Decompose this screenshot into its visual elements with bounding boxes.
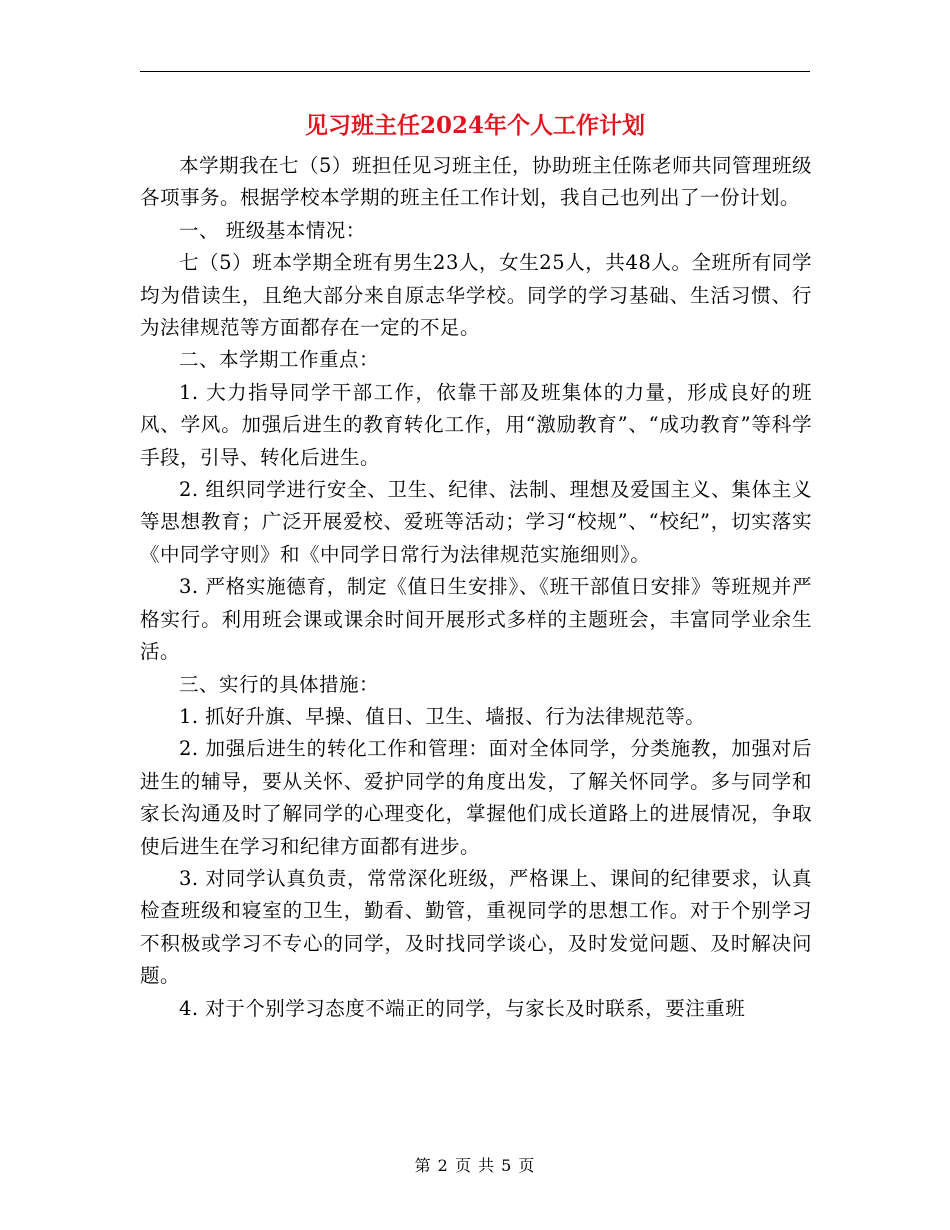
document-body	[140, 150, 812, 1025]
measure-item-1: 1. 抓好升旗、早操、值日、卫生、墙报、行为法律规范等。	[179, 704, 706, 728]
measure-item-4: 4. 对于个别学习态度不端正的同学，与家长及时联系，要注重班	[179, 996, 746, 1020]
section-heading-measures: 三、实行的具体措施：	[179, 672, 380, 696]
page-number: 第 2 页 共 5 页	[414, 1156, 536, 1175]
work-focus-item-3: 3. 严格实施德育，制定《值日生安排》、《班干部值日安排》等班规并严格实行。利用班会课或课余时间开展形式多样的主题班会，丰富同学业余生活。	[140, 575, 812, 664]
work-focus-item-2: 2. 组织同学进行安全、卫生、纪律、法制、理想及爱国主义、集体主义等思想教育；广泛开展爱校、爱班等活动；学习“校规”、“校纪”，切实落实《中同学守则》和《中同学日常行为法律规范实施细则》。	[140, 478, 812, 566]
intro-paragraph: 本学期我在七（5）班担任见习班主任，协助班主任陈老师共同管理班级各项事务。根据学校本学期的班主任工作计划，我自己也列出了一份计划。	[140, 154, 812, 210]
class-situation-paragraph: 七（5）班本学期全班有男生23人，女生25人，共48人。全班所有同学均为借读生，且绝大部分来自原志华学校。同学的学习基础、生活习惯、行为法律规范等方面都存在一定的不足。	[140, 251, 812, 340]
document-title: 见习班主任2024年个人工作计划	[304, 112, 645, 139]
section-heading-work-focus: 二、本学期工作重点：	[179, 348, 380, 372]
work-focus-item-1: 1. 大力指导同学干部工作，依靠干部及班集体的力量，形成良好的班风、学风。加强后进生的教育转化工作，用“激励教育”、“成功教育”等科学手段，引导、转化后进生。	[140, 380, 812, 469]
header-rule	[140, 71, 810, 72]
measure-item-3: 3. 对同学认真负责，常常深化班级，严格课上、课间的纪律要求，认真检查班级和寝室的卫生，勤看、勤管，重视同学的思想工作。对于个别学习不积极或学习不专心的同学，及时找同学谈心，及时发觉问题、及时解决问题。	[140, 866, 812, 988]
section-heading-class-situation: 一、 班级基本情况：	[179, 218, 366, 242]
measure-item-2: 2. 加强后进生的转化工作和管理：面对全体同学，分类施教，加强对后进生的辅导，要从关怀、爱护同学的角度出发，了解关怀同学。多与同学和家长沟通及时了解同学的心理变化，掌握他们成长道路上的进展情况，争取使后进生在学习和纪律方面都有进步。	[140, 737, 812, 858]
